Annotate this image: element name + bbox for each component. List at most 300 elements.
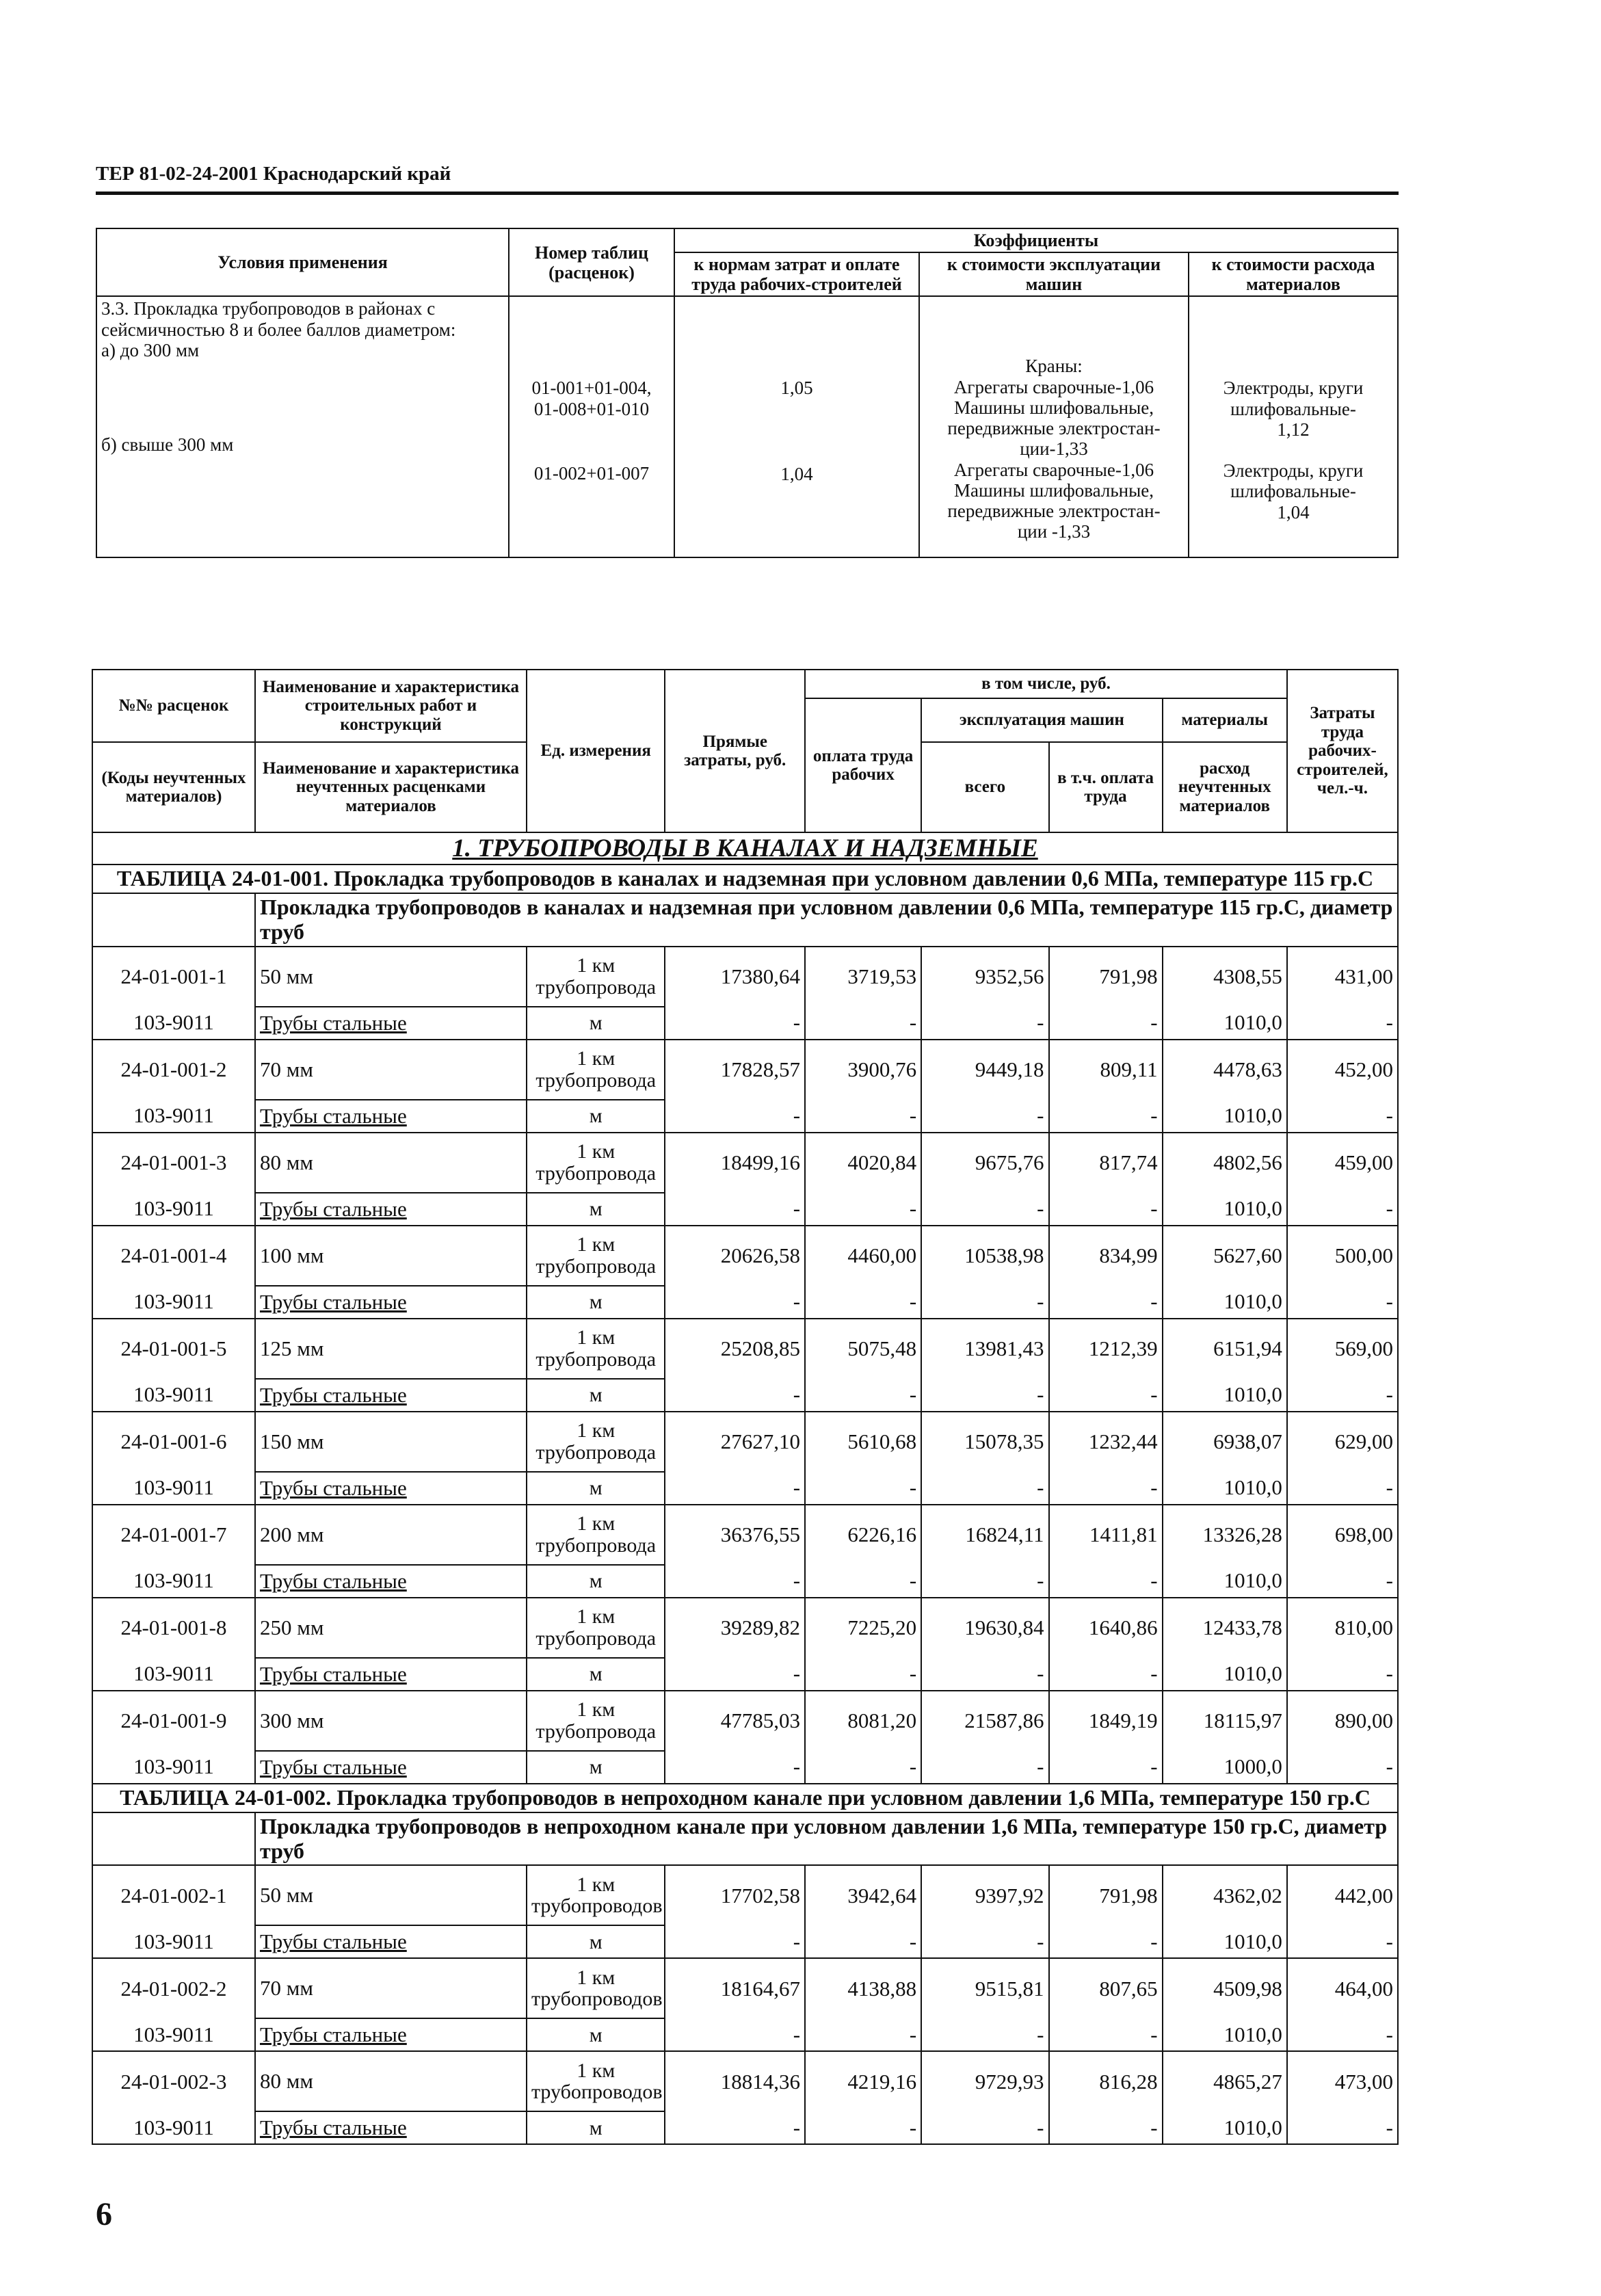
machines-total: 10538,98 [921, 1226, 1048, 1286]
coef-labor-a: 1,05 [780, 378, 813, 399]
material-name: Трубы стальные [255, 2018, 527, 2051]
direct-costs: 25208,85 [665, 1319, 805, 1379]
wages: 5610,68 [805, 1412, 921, 1472]
coef-table-b-line-1: 01-002+01-007 [533, 462, 650, 484]
dash-cell: - [921, 1565, 1048, 1598]
table-title-row [92, 865, 1398, 893]
machines-wages: 1849,19 [1049, 1691, 1163, 1751]
wages: 8081,20 [805, 1691, 921, 1751]
work-name: 200 мм [255, 1505, 527, 1565]
coef-header-coefficients: Коэффициенты [674, 228, 1398, 252]
labor-hours: 452,00 [1287, 1040, 1398, 1100]
material-row [92, 1658, 1398, 1691]
material-unit: м [527, 2111, 665, 2144]
material-unit: м [527, 1100, 665, 1133]
material-quantity: 1010,0 [1163, 1925, 1287, 1958]
wages: 3942,64 [805, 1865, 921, 1925]
machines-total: 9729,93 [921, 2051, 1048, 2111]
wages: 4219,16 [805, 2051, 921, 2111]
material-row [92, 1100, 1398, 1133]
labor-hours: 464,00 [1287, 1958, 1398, 2018]
group-title: Прокладка трубопроводов в непроходном канале при условном давлении 1,6 МПа, температуре 150 гр.С, диаметр труб [255, 1812, 1398, 1866]
coef-condition-a: а) до 300 мм [101, 339, 200, 360]
material-row [92, 1472, 1398, 1505]
dash-cell: - [665, 2018, 805, 2051]
rate-code: 24-01-001-5 [92, 1319, 255, 1379]
material-name: Трубы стальные [255, 1286, 527, 1319]
materials: 4509,98 [1163, 1958, 1287, 2018]
dash-cell: - [1287, 1379, 1398, 1412]
pricing-table-body [92, 832, 1398, 2144]
dash-cell: - [1287, 1472, 1398, 1505]
dash-cell: - [921, 1925, 1048, 1958]
machines-wages: 817,74 [1049, 1133, 1163, 1193]
dash-cell: - [1049, 1100, 1163, 1133]
direct-costs: 18814,36 [665, 2051, 805, 2111]
header-codes: №№ расценок [92, 670, 255, 742]
coef-machines-a-1: Агрегаты сварочные-1,06 [953, 376, 1154, 397]
work-name: 50 мм [255, 947, 527, 1007]
spacer [924, 298, 1184, 356]
rate-code: 24-01-002-3 [92, 2051, 255, 2111]
material-code: 103-9011 [92, 1286, 255, 1319]
work-name: 80 мм [255, 2051, 527, 2111]
section-title: 1. ТРУБОПРОВОДЫ В КАНАЛАХ И НАДЗЕМНЫЕ [92, 832, 1398, 865]
work-name: 150 мм [255, 1412, 527, 1472]
dash-cell: - [805, 1100, 921, 1133]
material-quantity: 1000,0 [1163, 1751, 1287, 1784]
material-name: Трубы стальные [255, 1007, 527, 1040]
dash-cell: - [665, 1658, 805, 1691]
coef-machines-b-3: передвижные электростан- [947, 500, 1161, 521]
dash-cell: - [665, 1379, 805, 1412]
material-code: 103-9011 [92, 1100, 255, 1133]
group-empty-cell [92, 1812, 255, 1866]
header-unit: Ед. измерения [527, 670, 665, 832]
coef-materials-b-1: Электроды, круги [1223, 460, 1364, 481]
table-row [92, 1319, 1398, 1379]
material-row [92, 1007, 1398, 1040]
material-name: Трубы стальные [255, 1565, 527, 1598]
wages: 3719,53 [805, 947, 921, 1007]
dash-cell: - [1049, 1472, 1163, 1505]
coef-labor-b: 1,04 [780, 463, 813, 484]
material-code: 103-9011 [92, 1565, 255, 1598]
material-quantity: 1010,0 [1163, 1658, 1287, 1691]
coef-cranes-label: Краны: [1025, 356, 1083, 377]
rate-code: 24-01-001-3 [92, 1133, 255, 1193]
unit-cell: 1 км трубопровода [527, 1133, 665, 1193]
table-title-row [92, 1784, 1398, 1812]
machines-total: 19630,84 [921, 1598, 1048, 1658]
page-number: 6 [96, 2196, 112, 2232]
machines-wages: 807,65 [1049, 1958, 1163, 2018]
table-row [92, 2051, 1398, 2111]
coef-machines-cell [919, 296, 1189, 557]
material-name: Трубы стальные [255, 2111, 527, 2144]
coef-materials-a-3: 1,12 [1277, 419, 1310, 440]
materials: 4802,56 [1163, 1133, 1287, 1193]
materials: 6938,07 [1163, 1412, 1287, 1472]
dash-cell: - [805, 1565, 921, 1598]
coef-machines-b-4: ции -1,33 [1017, 521, 1091, 542]
material-row [92, 2111, 1398, 2144]
materials: 13326,28 [1163, 1505, 1287, 1565]
unit-cell: 1 км трубопровода [527, 1226, 665, 1286]
dash-cell: - [1287, 1100, 1398, 1133]
material-row [92, 1286, 1398, 1319]
direct-costs: 36376,55 [665, 1505, 805, 1565]
header-codes-sub: (Коды неучтенных материалов) [92, 742, 255, 832]
rate-code: 24-01-001-2 [92, 1040, 255, 1100]
header-name-sub: Наименование и характеристика неучтенных расценками материалов [255, 742, 527, 832]
labor-hours: 473,00 [1287, 2051, 1398, 2111]
wages: 6226,16 [805, 1505, 921, 1565]
dash-cell: - [805, 2018, 921, 2051]
table-row [92, 1505, 1398, 1565]
materials: 5627,60 [1163, 1226, 1287, 1286]
dash-cell: - [805, 1379, 921, 1412]
table-title: ТАБЛИЦА 24-01-002. Прокладка трубопроводов в непроходном канале при условном давлении 1,6 МПа, температуре 150 гр.С [92, 1784, 1398, 1812]
material-code: 103-9011 [92, 1379, 255, 1412]
dash-cell: - [921, 2111, 1048, 2144]
machines-total: 9449,18 [921, 1040, 1048, 1100]
unit-cell: 1 км трубопровода [527, 1505, 665, 1565]
table-row [92, 1958, 1398, 2018]
work-name: 125 мм [255, 1319, 527, 1379]
wages: 4460,00 [805, 1226, 921, 1286]
header-labor: Затраты труда рабочих-строителей, чел.-ч. [1287, 670, 1398, 832]
coef-header-machines: к стоимости эксплуатации машин [919, 252, 1189, 296]
wages: 4020,84 [805, 1133, 921, 1193]
machines-wages: 809,11 [1049, 1040, 1163, 1100]
material-code: 103-9011 [92, 2018, 255, 2051]
coef-machines-b-2: Машины шлифовальные, [953, 479, 1154, 501]
coef-table-a-line-1: 01-001+01-004, [531, 378, 652, 399]
pricing-table [92, 669, 1399, 2145]
material-name: Трубы стальные [255, 1379, 527, 1412]
dash-cell: - [1049, 1379, 1163, 1412]
dash-cell: - [665, 1472, 805, 1505]
material-code: 103-9011 [92, 1007, 255, 1040]
material-name: Трубы стальные [255, 1925, 527, 1958]
machines-total: 16824,11 [921, 1505, 1048, 1565]
labor-hours: 890,00 [1287, 1691, 1398, 1751]
header-machines-total: всего [921, 742, 1048, 832]
machines-wages: 1232,44 [1049, 1412, 1163, 1472]
coef-header-table-number: Номер таблиц (расценок) [509, 228, 674, 296]
dash-cell: - [805, 1007, 921, 1040]
work-name: 50 мм [255, 1865, 527, 1925]
machines-total: 9397,92 [921, 1865, 1048, 1925]
table-row [92, 1598, 1398, 1658]
material-quantity: 1010,0 [1163, 1193, 1287, 1226]
material-quantity: 1010,0 [1163, 1100, 1287, 1133]
material-quantity: 1010,0 [1163, 1286, 1287, 1319]
direct-costs: 17828,57 [665, 1040, 805, 1100]
header-including: в том числе, руб. [805, 670, 1287, 698]
dash-cell: - [665, 1100, 805, 1133]
dash-cell: - [1049, 1286, 1163, 1319]
dash-cell: - [1049, 1658, 1163, 1691]
labor-hours: 810,00 [1287, 1598, 1398, 1658]
materials: 4865,27 [1163, 2051, 1287, 2111]
dash-cell: - [1049, 2018, 1163, 2051]
group-title: Прокладка трубопроводов в каналах и надземная при условном давлении 0,6 МПа, температуре 115 гр.С, диаметр труб [255, 893, 1398, 947]
work-name: 70 мм [255, 1040, 527, 1100]
material-unit: м [527, 1565, 665, 1598]
header-rule [96, 192, 1399, 195]
coef-machines-b-1: Агрегаты сварочные-1,06 [953, 459, 1154, 480]
coef-materials-cell [1189, 296, 1398, 557]
work-name: 250 мм [255, 1598, 527, 1658]
dash-cell: - [805, 1658, 921, 1691]
materials: 4478,63 [1163, 1040, 1287, 1100]
material-unit: м [527, 1751, 665, 1784]
group-row [92, 893, 1398, 947]
header-materials: материалы [1163, 698, 1287, 742]
unit-cell: 1 км трубопровода [527, 1412, 665, 1472]
dash-cell: - [921, 1100, 1048, 1133]
dash-cell: - [921, 1379, 1048, 1412]
table-row [92, 1412, 1398, 1472]
coef-labor-cell [674, 296, 919, 557]
labor-hours: 442,00 [1287, 1865, 1398, 1925]
coef-machines-a-4: ции-1,33 [1020, 438, 1088, 460]
header-direct: Прямые затраты, руб. [665, 670, 805, 832]
unit-cell: 1 км трубопровода [527, 1319, 665, 1379]
table-row [92, 1691, 1398, 1751]
labor-hours: 629,00 [1287, 1412, 1398, 1472]
dash-cell: - [1049, 1565, 1163, 1598]
material-code: 103-9011 [92, 1658, 255, 1691]
work-name: 100 мм [255, 1226, 527, 1286]
machines-wages: 816,28 [1049, 2051, 1163, 2111]
dash-cell: - [1287, 1565, 1398, 1598]
rate-code: 24-01-001-6 [92, 1412, 255, 1472]
labor-hours: 431,00 [1287, 947, 1398, 1007]
material-row [92, 1751, 1398, 1784]
coef-materials-b-2: шлифовальные- [1230, 481, 1356, 502]
material-row [92, 1565, 1398, 1598]
work-name: 80 мм [255, 1133, 527, 1193]
material-code: 103-9011 [92, 1472, 255, 1505]
machines-wages: 1212,39 [1049, 1319, 1163, 1379]
dash-cell: - [805, 1286, 921, 1319]
dash-cell: - [805, 1472, 921, 1505]
material-quantity: 1010,0 [1163, 1007, 1287, 1040]
group-row [92, 1812, 1398, 1866]
machines-wages: 834,99 [1049, 1226, 1163, 1286]
dash-cell: - [665, 1565, 805, 1598]
table-row [92, 947, 1398, 1007]
material-quantity: 1010,0 [1163, 2018, 1287, 2051]
coef-materials-a-1: Электроды, круги [1223, 378, 1364, 399]
dash-cell: - [1287, 1925, 1398, 1958]
dash-cell: - [1287, 1286, 1398, 1319]
work-name: 70 мм [255, 1958, 527, 2018]
material-code: 103-9011 [92, 1193, 255, 1226]
material-unit: м [527, 1472, 665, 1505]
material-unit: м [527, 2018, 665, 2051]
machines-wages: 791,98 [1049, 947, 1163, 1007]
direct-costs: 20626,58 [665, 1226, 805, 1286]
direct-costs: 47785,03 [665, 1691, 805, 1751]
direct-costs: 18164,67 [665, 1958, 805, 2018]
header-machines: эксплуатация машин [921, 698, 1162, 742]
materials: 12433,78 [1163, 1598, 1287, 1658]
work-name: 300 мм [255, 1691, 527, 1751]
material-name: Трубы стальные [255, 1472, 527, 1505]
rate-code: 24-01-001-9 [92, 1691, 255, 1751]
header-name: Наименование и характеристика строительных работ и конструкций [255, 670, 527, 742]
dash-cell: - [921, 1472, 1048, 1505]
table-row [92, 1865, 1398, 1925]
wages: 7225,20 [805, 1598, 921, 1658]
dash-cell: - [921, 2018, 1048, 2051]
spacer [514, 419, 670, 463]
machines-total: 9352,56 [921, 947, 1048, 1007]
dash-cell: - [921, 1193, 1048, 1226]
labor-hours: 459,00 [1287, 1133, 1398, 1193]
wages: 5075,48 [805, 1319, 921, 1379]
dash-cell: - [805, 1193, 921, 1226]
dash-cell: - [1287, 1658, 1398, 1691]
unit-cell: 1 км трубопровода [527, 1040, 665, 1100]
dash-cell: - [665, 1925, 805, 1958]
direct-costs: 18499,16 [665, 1133, 805, 1193]
machines-total: 9675,76 [921, 1133, 1048, 1193]
table-row [92, 1226, 1398, 1286]
rate-code: 24-01-002-2 [92, 1958, 255, 2018]
material-name: Трубы стальные [255, 1658, 527, 1691]
coef-machines-a-2: Машины шлифовальные, [953, 397, 1154, 418]
dash-cell: - [921, 1751, 1048, 1784]
machines-total: 21587,86 [921, 1691, 1048, 1751]
machines-wages: 1640,86 [1049, 1598, 1163, 1658]
table-title: ТАБЛИЦА 24-01-001. Прокладка трубопроводов в каналах и надземная при условном давлении 0,6 МПа, температуре 115 гр.С [92, 865, 1398, 893]
document-header: ТЕР 81-02-24-2001 Краснодарский край [96, 163, 451, 185]
material-unit: м [527, 1007, 665, 1040]
spacer [1193, 298, 1393, 378]
unit-cell: 1 км трубопровода [527, 947, 665, 1007]
material-row [92, 2018, 1398, 2051]
unit-cell: 1 км трубопровода [527, 1691, 665, 1751]
material-quantity: 1010,0 [1163, 1565, 1287, 1598]
unit-cell: 1 км трубопроводов [527, 2051, 665, 2111]
wages: 3900,76 [805, 1040, 921, 1100]
material-quantity: 1010,0 [1163, 2111, 1287, 2144]
dash-cell: - [921, 1658, 1048, 1691]
materials: 6151,94 [1163, 1319, 1287, 1379]
coef-table-a-line-2: 01-008+01-010 [533, 398, 650, 419]
material-quantity: 1010,0 [1163, 1472, 1287, 1505]
material-name: Трубы стальные [255, 1100, 527, 1133]
dash-cell: - [805, 1925, 921, 1958]
material-unit: м [527, 1193, 665, 1226]
rate-code: 24-01-001-7 [92, 1505, 255, 1565]
wages: 4138,88 [805, 1958, 921, 2018]
dash-cell: - [805, 2111, 921, 2144]
material-code: 103-9011 [92, 1925, 255, 1958]
dash-cell: - [1049, 1751, 1163, 1784]
coef-conditions-cell [96, 296, 509, 557]
rate-code: 24-01-001-8 [92, 1598, 255, 1658]
direct-costs: 17380,64 [665, 947, 805, 1007]
direct-costs: 27627,10 [665, 1412, 805, 1472]
table-row [92, 1133, 1398, 1193]
direct-costs: 39289,82 [665, 1598, 805, 1658]
coef-materials-b-3: 1,04 [1277, 501, 1310, 523]
dash-cell: - [1049, 1925, 1163, 1958]
group-empty-cell [92, 893, 255, 947]
dash-cell: - [1287, 2018, 1398, 2051]
material-unit: м [527, 1379, 665, 1412]
header-wages: оплата труда рабочих [805, 698, 921, 832]
material-name: Трубы стальные [255, 1193, 527, 1226]
table-row [92, 1040, 1398, 1100]
coef-materials-a-2: шлифовальные- [1230, 398, 1356, 419]
machines-wages: 791,98 [1049, 1865, 1163, 1925]
dash-cell: - [921, 1007, 1048, 1040]
material-name: Трубы стальные [255, 1751, 527, 1784]
rate-code: 24-01-001-4 [92, 1226, 255, 1286]
materials: 4308,55 [1163, 947, 1287, 1007]
header-machines-wages: в т.ч. оплата труда [1049, 742, 1163, 832]
materials: 4362,02 [1163, 1865, 1287, 1925]
spacer [679, 298, 914, 378]
machines-total: 15078,35 [921, 1412, 1048, 1472]
coef-header-materials: к стоимости расхода материалов [1189, 252, 1398, 296]
labor-hours: 500,00 [1287, 1226, 1398, 1286]
dash-cell: - [665, 2111, 805, 2144]
unit-cell: 1 км трубопроводов [527, 1958, 665, 2018]
dash-cell: - [1287, 1007, 1398, 1040]
machines-total: 9515,81 [921, 1958, 1048, 2018]
header-materials-sub: расход неучтенных материалов [1163, 742, 1287, 832]
coef-intro: 3.3. Прокладка трубопроводов в районах с сейсмичностью 8 и более баллов диаметром: [101, 298, 456, 340]
coef-machines-a-3: передвижные электростан- [947, 418, 1161, 439]
dash-cell: - [1049, 1007, 1163, 1040]
labor-hours: 698,00 [1287, 1505, 1398, 1565]
dash-cell: - [1049, 2111, 1163, 2144]
spacer [1193, 440, 1393, 460]
spacer [679, 399, 914, 464]
spacer [101, 360, 504, 434]
dash-cell: - [665, 1751, 805, 1784]
coefficients-table [96, 228, 1399, 558]
material-unit: м [527, 1658, 665, 1691]
dash-cell: - [921, 1286, 1048, 1319]
dash-cell: - [665, 1007, 805, 1040]
coef-header-conditions: Условия применения [96, 228, 509, 296]
coef-header-labor: к нормам затрат и оплате труда рабочих-строителей [674, 252, 919, 296]
material-unit: м [527, 1286, 665, 1319]
machines-total: 13981,43 [921, 1319, 1048, 1379]
unit-cell: 1 км трубопроводов [527, 1865, 665, 1925]
material-row [92, 1925, 1398, 1958]
material-code: 103-9011 [92, 1751, 255, 1784]
machines-wages: 1411,81 [1049, 1505, 1163, 1565]
coef-condition-b: б) свыше 300 мм [101, 434, 234, 456]
rate-code: 24-01-002-1 [92, 1865, 255, 1925]
unit-cell: 1 км трубопровода [527, 1598, 665, 1658]
dash-cell: - [665, 1286, 805, 1319]
dash-cell: - [1287, 2111, 1398, 2144]
dash-cell: - [1049, 1193, 1163, 1226]
dash-cell: - [665, 1193, 805, 1226]
rate-code: 24-01-001-1 [92, 947, 255, 1007]
